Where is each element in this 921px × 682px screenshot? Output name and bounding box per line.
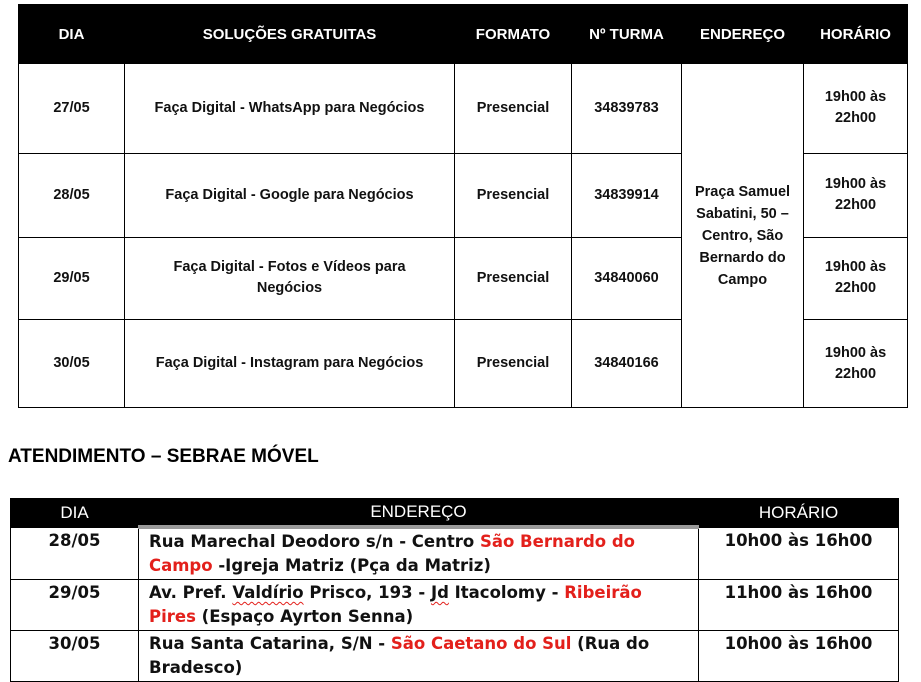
header-dia: DIA xyxy=(19,5,125,64)
cell-horario: 19h00 às 22h00 xyxy=(804,153,908,237)
address-text: -Igreja Matriz (Pça da Matriz) xyxy=(212,556,491,575)
courses-table xyxy=(18,4,908,408)
cell-formato: Presencial xyxy=(455,237,572,320)
cell-turma: 34839783 xyxy=(572,64,682,154)
cell-endereco xyxy=(139,631,699,682)
cell-dia: 30/05 xyxy=(11,631,139,682)
cell-formato: Presencial xyxy=(455,153,572,237)
table-row xyxy=(11,580,899,631)
cell-horario: 19h00 às 22h00 xyxy=(804,64,908,154)
mobile-header-row xyxy=(11,499,899,528)
cell-dia: 29/05 xyxy=(19,237,125,320)
table-row xyxy=(11,527,899,580)
cell-dia: 28/05 xyxy=(11,527,139,580)
cell-endereco xyxy=(139,580,699,631)
cell-horario: 10h00 às 16h00 xyxy=(699,527,899,580)
city-name: Ribeirão Pires xyxy=(149,583,642,626)
address-text: Rua Marechal Deodoro s/n - Centro xyxy=(149,532,480,551)
cell-solucao: Faça Digital - WhatsApp para Negócios xyxy=(125,64,455,154)
address-text: Prisco, 193 - xyxy=(303,583,431,602)
header-endereco: ENDEREÇO xyxy=(139,499,699,528)
courses-header-row xyxy=(19,5,908,64)
cell-horario: 19h00 às 22h00 xyxy=(804,237,908,320)
header-horario: HORÁRIO xyxy=(804,5,908,64)
table-row xyxy=(19,64,908,154)
cell-formato: Presencial xyxy=(455,320,572,408)
cell-horario: 10h00 às 16h00 xyxy=(699,631,899,682)
cell-solucao: Faça Digital - Instagram para Negócios xyxy=(125,320,455,408)
city-name: São Bernardo do Campo xyxy=(149,532,636,575)
address-text: Itacolomy - xyxy=(448,583,565,602)
cell-dia: 28/05 xyxy=(19,153,125,237)
address-text: Rua Santa Catarina, S/N - xyxy=(149,634,391,653)
address-text: (Rua do Bradesco) xyxy=(149,634,650,677)
mobile-service-table xyxy=(10,498,899,682)
header-horario: HORÁRIO xyxy=(699,499,899,528)
section-heading: ATENDIMENTO – SEBRAE MÓVEL xyxy=(8,446,319,467)
cell-endereco xyxy=(139,527,699,580)
table-row xyxy=(11,631,899,682)
header-endereco: ENDEREÇO xyxy=(682,5,804,64)
cell-dia: 30/05 xyxy=(19,320,125,408)
cell-formato: Presencial xyxy=(455,64,572,154)
header-formato: FORMATO xyxy=(455,5,572,64)
header-turma: Nº TURMA xyxy=(572,5,682,64)
city-name: São Caetano do Sul xyxy=(390,634,572,653)
header-dia: DIA xyxy=(11,499,139,528)
cell-solucao: Faça Digital - Fotos e Vídeos para Negócios xyxy=(125,237,455,320)
cell-solucao: Faça Digital - Google para Negócios xyxy=(125,153,455,237)
cell-turma: 34840060 xyxy=(572,237,682,320)
cell-endereco: Praça Samuel Sabatini, 50 – Centro, São Bernardo do Campo xyxy=(682,64,804,408)
address-text: (Espaço Ayrton Senna) xyxy=(195,607,414,626)
header-solucoes: SOLUÇÕES GRATUITAS xyxy=(125,5,455,64)
cell-horario: 19h00 às 22h00 xyxy=(804,320,908,408)
spellcheck-word: Valdírio xyxy=(232,583,304,602)
cell-horario: 11h00 às 16h00 xyxy=(699,580,899,631)
address-text: Av. Pref. xyxy=(149,583,233,602)
cell-turma: 34840166 xyxy=(572,320,682,408)
cell-dia: 27/05 xyxy=(19,64,125,154)
cell-turma: 34839914 xyxy=(572,153,682,237)
cell-dia: 29/05 xyxy=(11,580,139,631)
spellcheck-word: Jd xyxy=(430,583,449,602)
